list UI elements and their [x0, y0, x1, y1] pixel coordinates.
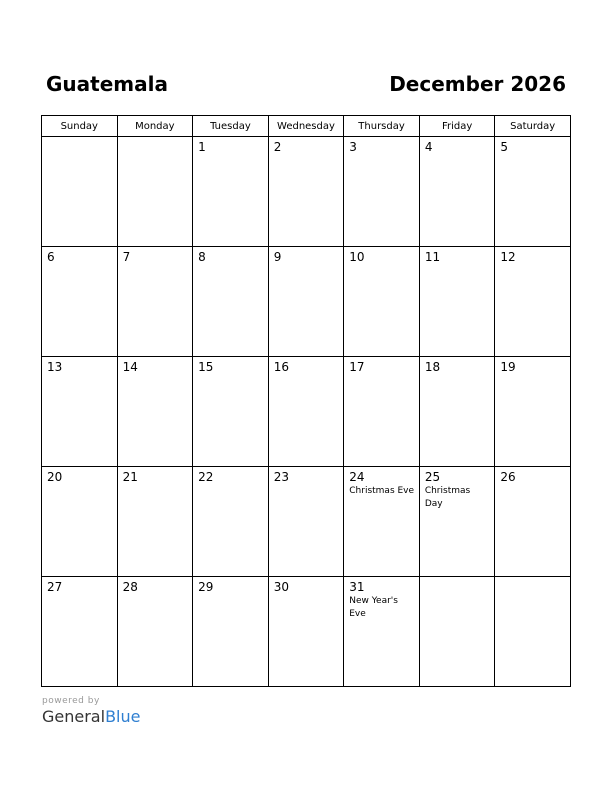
day-number: 25 — [424, 470, 441, 484]
day-number: 3 — [349, 140, 357, 154]
day-cell — [344, 357, 420, 467]
day-number: 10 — [349, 250, 365, 264]
powered-by-label: powered by — [42, 696, 100, 706]
day-number: 11 — [424, 250, 441, 264]
day-number: 21 — [122, 470, 138, 484]
holiday-label: Christmas Eve — [349, 486, 415, 496]
day-number: 16 — [273, 360, 289, 374]
day-cell — [419, 467, 495, 577]
day-number: 30 — [273, 580, 289, 594]
day-cell — [117, 357, 193, 467]
day-cell — [344, 467, 420, 577]
day-cell — [268, 247, 344, 357]
day-cell — [117, 137, 193, 247]
week-row — [42, 137, 571, 247]
day-number: 29 — [198, 580, 214, 594]
weekday-header: Wednesday — [268, 116, 344, 137]
day-number: 7 — [122, 250, 131, 264]
day-number: 5 — [500, 140, 509, 154]
day-cell — [117, 247, 193, 357]
brand-footer — [42, 696, 140, 727]
day-number: 4 — [424, 140, 433, 154]
day-cell — [268, 577, 344, 687]
day-number: 20 — [47, 470, 63, 484]
day-number: 13 — [47, 360, 63, 374]
day-cell — [193, 247, 269, 357]
day-cell — [268, 467, 344, 577]
week-row — [42, 577, 571, 687]
weekday-header: Thursday — [344, 116, 420, 137]
holiday-label: Christmas Day — [424, 486, 471, 509]
day-cell — [193, 467, 269, 577]
day-number: 18 — [424, 360, 441, 374]
day-number: 26 — [500, 470, 516, 484]
day-cell — [495, 357, 571, 467]
day-number: 2 — [273, 140, 282, 154]
day-number: 27 — [47, 580, 63, 594]
day-cell — [42, 137, 118, 247]
week-row — [42, 467, 571, 577]
day-cell — [344, 247, 420, 357]
day-cell — [344, 137, 420, 247]
month-year-title: December 2026 — [389, 72, 566, 96]
day-cell — [42, 577, 118, 687]
day-cell — [42, 357, 118, 467]
day-cell — [117, 467, 193, 577]
day-cell — [419, 247, 495, 357]
weekday-header: Sunday — [42, 116, 118, 137]
calendar-grid — [41, 115, 571, 687]
day-cell — [268, 137, 344, 247]
brand-part-general: General — [42, 707, 106, 726]
week-row — [42, 247, 571, 357]
day-number: 1 — [198, 140, 206, 154]
day-cell — [495, 137, 571, 247]
day-cell — [42, 467, 118, 577]
day-cell — [419, 357, 495, 467]
day-cell — [193, 137, 269, 247]
day-number: 31 — [349, 580, 365, 594]
day-number: 9 — [273, 250, 282, 264]
day-cell — [344, 577, 420, 687]
day-number: 24 — [349, 470, 365, 484]
holiday-label: New Year's Eve — [349, 596, 398, 619]
day-cell — [193, 577, 269, 687]
brand-part-blue: Blue — [105, 707, 141, 726]
weekday-header-row — [42, 116, 571, 137]
generalblue-logo — [42, 707, 140, 727]
day-number: 12 — [500, 250, 516, 264]
day-cell — [495, 467, 571, 577]
weekday-header: Monday — [117, 116, 193, 137]
day-cell — [42, 247, 118, 357]
day-number: 15 — [198, 360, 214, 374]
day-number: 19 — [500, 360, 516, 374]
day-number: 17 — [349, 360, 365, 374]
country-title: Guatemala — [46, 72, 168, 96]
day-number: 8 — [198, 250, 206, 264]
day-number: 28 — [122, 580, 138, 594]
weekday-header: Friday — [419, 116, 495, 137]
day-number: 23 — [273, 470, 289, 484]
day-cell — [495, 577, 571, 687]
weekday-header: Tuesday — [193, 116, 269, 137]
day-cell — [268, 357, 344, 467]
day-number: 14 — [122, 360, 138, 374]
weekday-header: Saturday — [495, 116, 571, 137]
day-cell — [419, 577, 495, 687]
week-row — [42, 357, 571, 467]
day-cell — [117, 577, 193, 687]
day-number: 6 — [47, 250, 55, 264]
day-cell — [495, 247, 571, 357]
day-cell — [419, 137, 495, 247]
day-number: 22 — [198, 470, 214, 484]
day-cell — [193, 357, 269, 467]
